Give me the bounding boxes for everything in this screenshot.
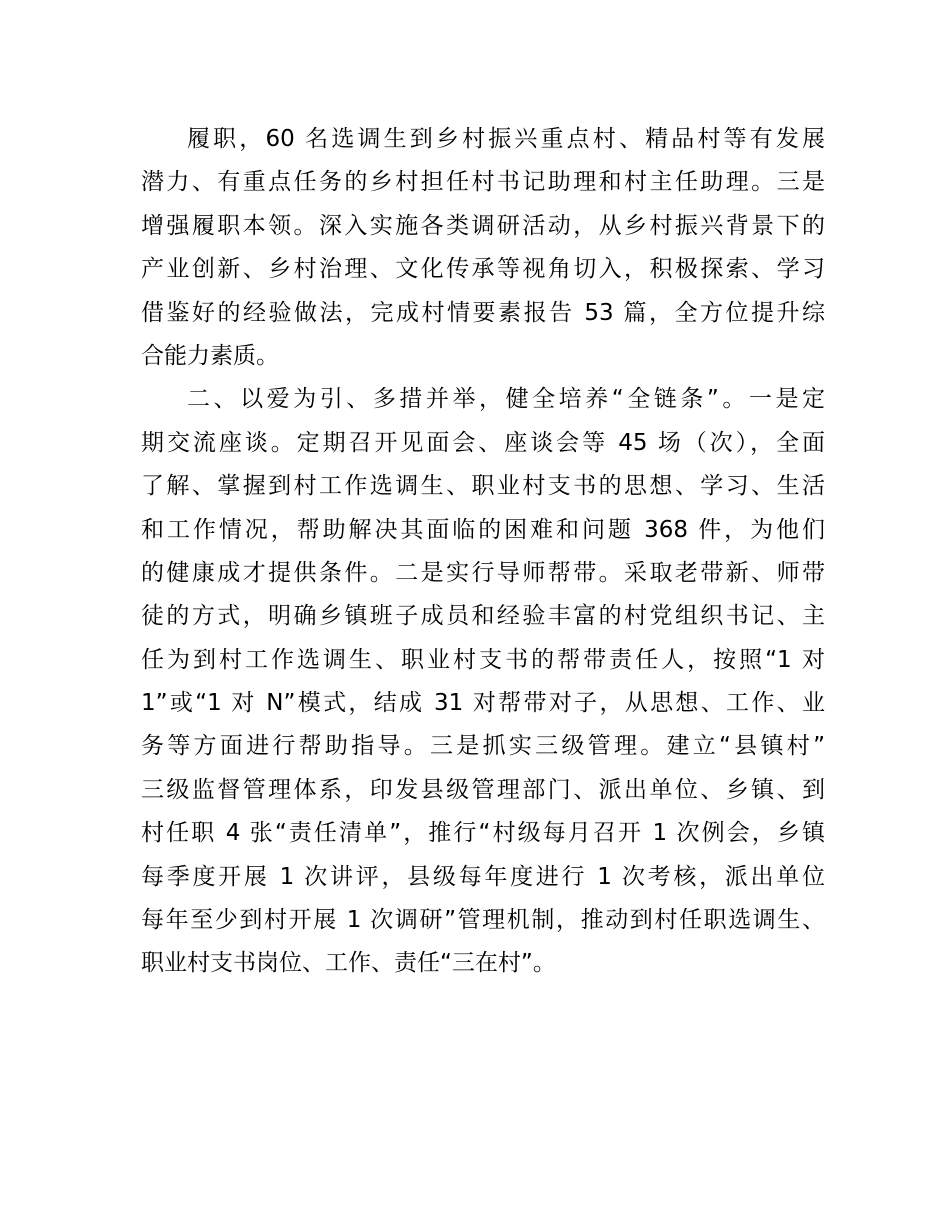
paragraph-line: 务等方面进行帮助指导。三是抓实三级管理。建立“县镇村”: [141, 733, 825, 760]
paragraph-line: 每季度开展 1 次讲评，县级每年度进行 1 次考核，派出单位: [141, 863, 825, 890]
paragraph-line: 的健康成才提供条件。二是实行导师帮带。采取老带新、师带: [141, 559, 825, 586]
paragraph-line: 村任职 4 张“责任清单”，推行“村级每月召开 1 次例会，乡镇: [141, 820, 825, 847]
paragraph-line: 每年至少到村开展 1 次调研”管理机制，推动到村任职选调生、: [141, 907, 825, 934]
paragraph-line: 和工作情况，帮助解决其面临的困难和问题 368 件，为他们: [141, 516, 825, 543]
paragraph-line: 潜力、有重点任务的乡村担任村书记助理和村主任助理。三是: [141, 169, 825, 196]
paragraph-line: 二、以爱为引、多措并举，健全培养“全链条”。一是定: [187, 386, 825, 413]
paragraph-line: 合能力素质。: [141, 342, 279, 369]
paragraph-line: 1”或“1 对 N”模式，结成 31 对帮带对子，从思想、工作、业: [141, 690, 825, 717]
document-body: [141, 118, 825, 986]
paragraph-2: [141, 378, 825, 985]
paragraph-line: 履职，60 名选调生到乡村振兴重点村、精品村等有发展: [187, 126, 825, 152]
paragraph-1: [141, 118, 825, 378]
paragraph-line: 任为到村工作选调生、职业村支书的帮带责任人，按照“1 对: [141, 646, 825, 673]
paragraph-line: 三级监督管理体系，印发县级管理部门、派出单位、乡镇、到: [141, 776, 825, 803]
paragraph-line: 了解、掌握到村工作选调生、职业村支书的思想、学习、生活: [141, 473, 825, 500]
paragraph-line: 职业村支书岗位、工作、责任“三在村”。: [141, 950, 556, 977]
paragraph-line: 徒的方式，明确乡镇班子成员和经验丰富的村党组织书记、主: [141, 603, 825, 630]
paragraph-line: 增强履职本领。深入实施各类调研活动，从乡村振兴背景下的: [141, 212, 825, 239]
paragraph-line: 产业创新、乡村治理、文化传承等视角切入，积极探索、学习: [141, 256, 825, 283]
paragraph-line: 借鉴好的经验做法，完成村情要素报告 53 篇，全方位提升综: [141, 299, 825, 326]
paragraph-line: 期交流座谈。定期召开见面会、座谈会等 45 场（次），全面: [141, 429, 825, 456]
